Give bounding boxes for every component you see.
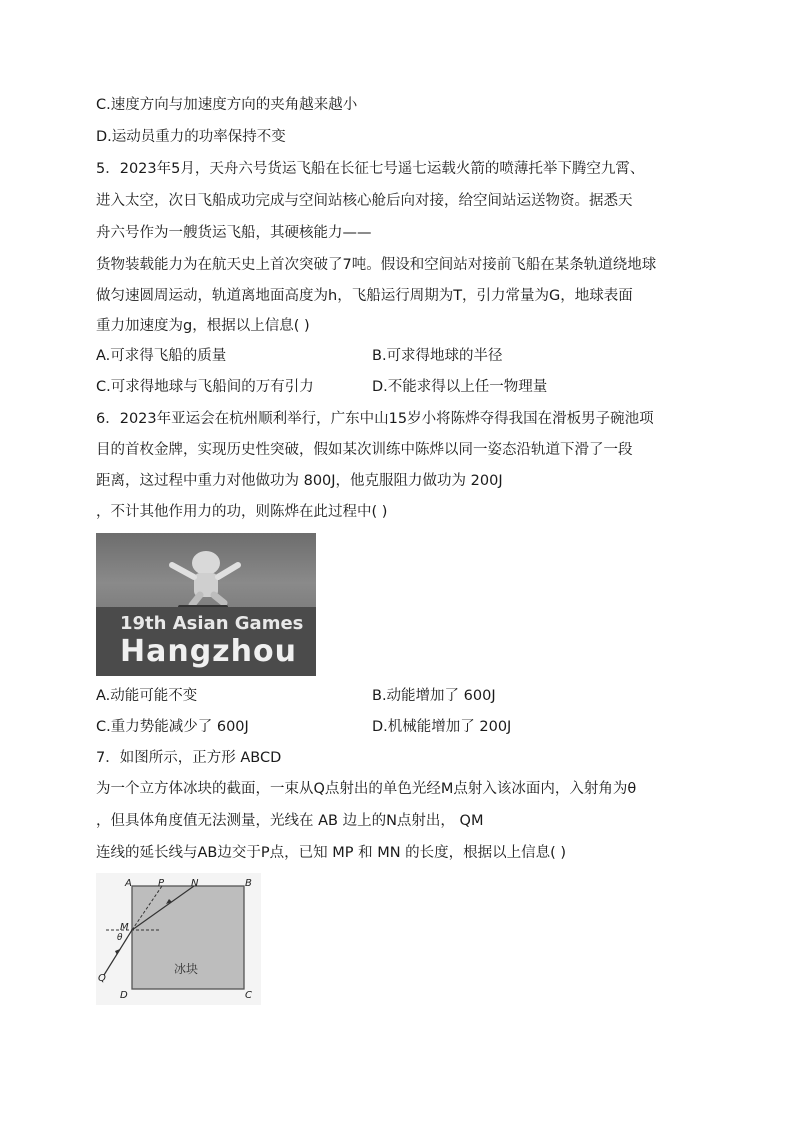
photo-text-games: 19th Asian Games xyxy=(120,613,304,634)
q5-stem-line2: 进入太空，次日飞船成功完成与空间站核心舱后向对接，给空间站运送物资。据悉天 xyxy=(96,193,633,209)
q6-stem-line2: 目的首枚金牌，实现历史性突破，假如某次训练中陈烨以同一姿态沿轨道下滑了一段 xyxy=(96,442,633,458)
q5-option-a: A.可求得飞船的质量 xyxy=(96,348,227,364)
q5-option-c: C.可求得地球与飞船间的万有引力 xyxy=(96,379,314,395)
q6-option-d: D.机械能增加了 200J xyxy=(372,719,512,735)
q5-stem-line6: 重力加速度为g，根据以上信息( ) xyxy=(96,318,310,334)
q6-option-c: C.重力势能减少了 600J xyxy=(96,719,249,735)
q6-stem-line4: ，不计其他作用力的功，则陈烨在此过程中( ) xyxy=(96,504,388,520)
q7-stem-line4: 连线的延长线与AB边交于P点，已知 MP 和 MN 的长度，根据以上信息( ) xyxy=(96,845,567,861)
q4-option-d: D.运动员重力的功率保持不变 xyxy=(96,129,286,145)
label-m: M xyxy=(120,922,129,933)
q5-option-d: D.不能求得以上任一物理量 xyxy=(372,379,548,395)
q5-stem-line4: 货物装载能力为在航天史上首次突破了7吨。假设和空间站对接前飞船在某条轨道绕地球 xyxy=(96,257,657,273)
skateboard-photo xyxy=(96,533,316,676)
q5-option-b: B.可求得地球的半径 xyxy=(372,348,503,364)
label-ice: 冰块 xyxy=(174,962,199,976)
q7-stem-line2: 为一个立方体冰块的截面，一束从Q点射出的单色光经M点射入该冰面内，入射角为θ xyxy=(96,781,637,797)
photo-text-city: Hangzhou xyxy=(120,634,297,669)
q7-stem-line1: 7．如图所示，正方形 ABCD xyxy=(96,750,282,766)
q5-stem-line1: 5．2023年5月，天舟六号货运飞船在长征七号遥七运载火箭的喷薄托举下腾空九霄、 xyxy=(96,161,645,177)
label-d: D xyxy=(120,990,128,1001)
q6-option-b: B.动能增加了 600J xyxy=(372,688,496,704)
label-c: C xyxy=(245,990,252,1001)
q5-stem-line5: 做匀速圆周运动，轨道离地面高度为h，飞船运行周期为T，引力常量为G，地球表面 xyxy=(96,288,633,304)
q6-stem-line3: 距离，这过程中重力对他做功为 800J，他克服阻力做功为 200J xyxy=(96,473,503,489)
skater-figure-icon xyxy=(96,533,316,613)
q7-stem-line3: ，但具体角度值无法测量，光线在 AB 边上的N点射出， QM xyxy=(96,813,484,829)
label-n: N xyxy=(191,878,199,889)
q6-option-a: A.动能可能不变 xyxy=(96,688,198,704)
label-b: B xyxy=(245,878,252,889)
q4-option-c: C.速度方向与加速度方向的夹角越来越小 xyxy=(96,97,358,113)
ice-block-diagram xyxy=(96,873,261,1005)
label-a: A xyxy=(125,878,132,889)
q5-stem-line3: 舟六号作为一艘货运飞船，其硬核能力—— xyxy=(96,225,372,241)
q6-stem-line1: 6．2023年亚运会在杭州顺利举行，广东中山15岁小将陈烨夺得我国在滑板男子碗池项 xyxy=(96,411,654,427)
label-theta: θ xyxy=(117,933,123,943)
label-p: P xyxy=(158,878,165,889)
label-q: Q xyxy=(98,973,106,984)
